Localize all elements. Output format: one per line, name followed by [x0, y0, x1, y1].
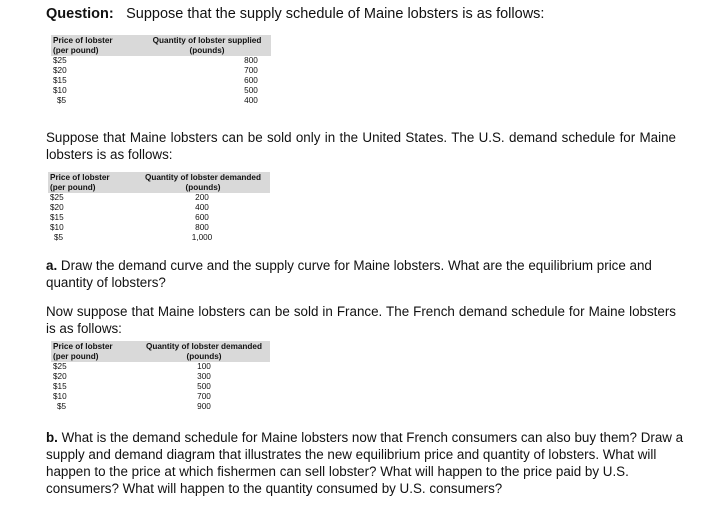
table-cell: $5: [54, 233, 64, 242]
table-cell: 800: [244, 56, 258, 65]
quantity-column: [231, 56, 271, 106]
table-cell: $25: [53, 56, 67, 65]
supply-schedule-table: [51, 35, 271, 110]
quantity-header: Quantity of lobster supplied (pounds): [152, 36, 262, 55]
price-column: [50, 193, 64, 243]
quantity-column: [184, 362, 224, 412]
table-cell: 500: [197, 382, 211, 391]
table-cell: $20: [53, 66, 67, 75]
table-cell: $10: [53, 392, 67, 401]
question-intro: Suppose that the supply schedule of Maine lobsters is as follows:: [126, 6, 545, 22]
part-b: [46, 429, 686, 497]
table-cell: 400: [244, 96, 258, 105]
table-cell: $15: [53, 76, 67, 85]
table-cell: 700: [244, 66, 258, 75]
part-b-label: b.: [46, 430, 58, 445]
us-demand-paragraph: Suppose that Maine lobsters can be sold only in the United States. The U.S. demand schedule for Maine lobsters is as follows:: [46, 130, 676, 162]
table-cell: 200: [195, 193, 209, 202]
table-cell: 100: [197, 362, 211, 371]
question-label: Question:: [46, 6, 114, 22]
table-cell: $25: [50, 193, 64, 202]
table-cell: 500: [244, 86, 258, 95]
question-heading: [46, 5, 706, 23]
part-b-text: What is the demand schedule for Maine lobsters now that French consumers can also buy them? Draw a supply and demand diagram that illustrates the new equilibrium price and quantity of lobsters. What will happen to the price at which fishermen can sell lobster? What will happen to the price paid by U.S. consumers? What will happen to the quantity consumed by U.S. consumers?: [46, 430, 684, 496]
price-header: Price of lobster (per pound): [50, 173, 110, 192]
table-cell: 600: [244, 76, 258, 85]
table-cell: 400: [195, 203, 209, 212]
us-demand-schedule-table: [48, 172, 270, 247]
table-cell: 300: [197, 372, 211, 381]
price-header: Price of lobster (per pound): [53, 36, 113, 55]
table-cell: 700: [197, 392, 211, 401]
quantity-column: [182, 193, 222, 243]
table-cell: $15: [50, 213, 64, 222]
price-column: [53, 56, 67, 106]
table-cell: $20: [50, 203, 64, 212]
table-cell: 900: [197, 402, 211, 411]
table-cell: 600: [195, 213, 209, 222]
table-cell: 1,000: [191, 233, 213, 242]
price-column: [53, 362, 67, 412]
table-cell: $5: [57, 96, 67, 105]
table-cell: 800: [195, 223, 209, 232]
part-a-label: a.: [46, 258, 58, 273]
table-cell: $20: [53, 372, 67, 381]
table-cell: $15: [53, 382, 67, 391]
part-a: [46, 257, 686, 291]
table-cell: $5: [57, 402, 67, 411]
quantity-header: Quantity of lobster demanded (pounds): [144, 173, 261, 192]
france-demand-paragraph: Now suppose that Maine lobsters can be sold in France. The French demand schedule for Maine lobsters is as follows:: [46, 304, 676, 336]
table-cell: $10: [50, 223, 64, 232]
price-header: Price of lobster (per pound): [53, 342, 113, 361]
quantity-header: Quantity of lobster demanded (pounds): [145, 342, 262, 361]
table-cell: $25: [53, 362, 67, 371]
france-demand-schedule-table: [51, 341, 270, 416]
part-a-text: Draw the demand curve and the supply curve for Maine lobsters. What are the equilibrium price and quantity of lobsters?: [46, 258, 652, 290]
table-cell: $10: [53, 86, 67, 95]
